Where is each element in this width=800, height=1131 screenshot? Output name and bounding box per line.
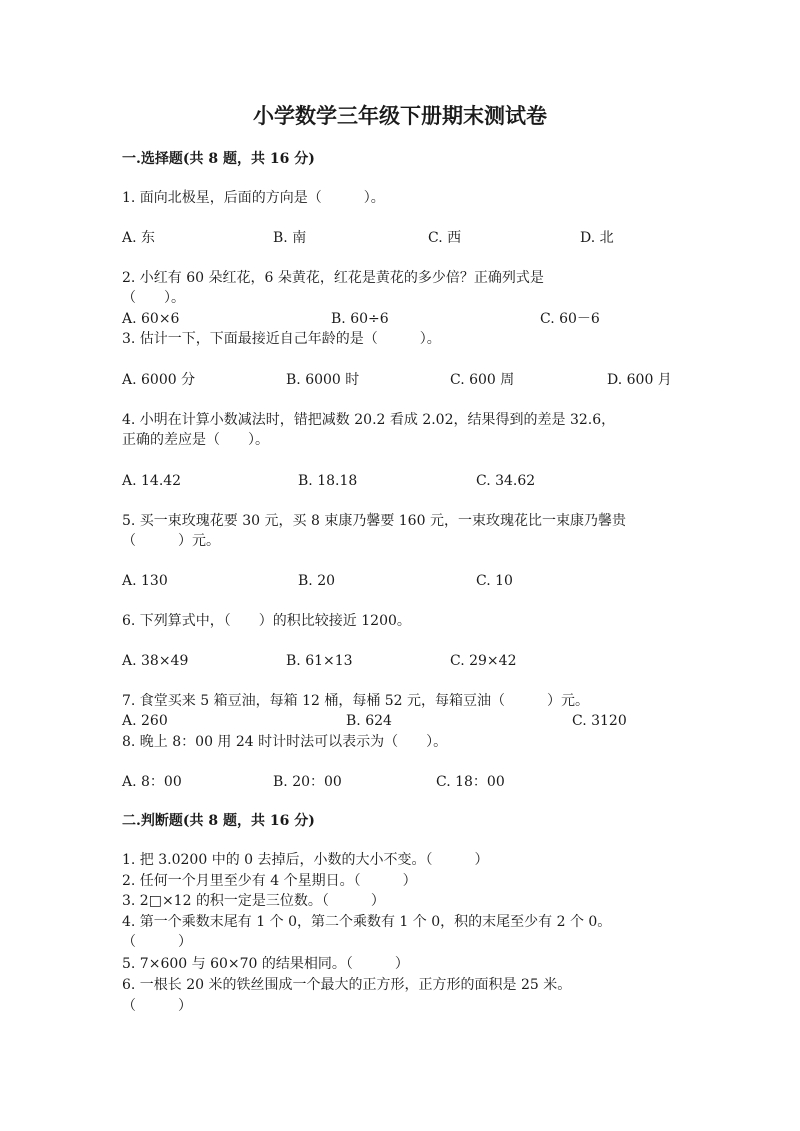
q5-option-b: B. 20 [298, 573, 336, 589]
q1-option-d: D. 北 [580, 230, 614, 246]
q5-option-a: A. 130 [122, 573, 168, 589]
q3-option-d: D. 600 月 [607, 372, 672, 388]
q4-option-a: A. 14.42 [122, 473, 182, 489]
q7-option-a: A. 260 [122, 713, 168, 729]
question-7-stem: 7. 食堂买来 5 箱豆油，每箱 12 桶，每桶 52 元，每箱豆油（ ）元。 [122, 693, 590, 709]
question-2-stem: 2. 小红有 60 朵红花，6 朵黄花，红花是黄花的多少倍？正确列式是 [122, 270, 544, 286]
section-heading-choice: 一.选择题(共 8 题，共 16 分) [122, 151, 315, 167]
q6-option-b: B. 61×13 [286, 653, 353, 669]
page-title: 小学数学三年级下册期末测试卷 [253, 103, 547, 128]
q3-option-b: B. 6000 时 [286, 372, 360, 388]
q6-option-c: C. 29×42 [450, 653, 517, 669]
q8-option-b: B. 20：00 [273, 774, 342, 790]
q8-option-a: A. 8：00 [122, 774, 182, 790]
judgement-line-4-cont: （ ） [122, 934, 192, 950]
q8-option-c: C. 18：00 [436, 774, 505, 790]
q7-option-b: B. 624 [346, 713, 392, 729]
q5-option-c: C. 10 [476, 573, 513, 589]
judgement-line-4: 4. 第一个乘数末尾有 1 个 0，第二个乘数有 1 个 0，积的末尾至少有 2 个 0。 [122, 914, 612, 930]
question-4-stem: 4. 小明在计算小数减法时，错把减数 20.2 看成 2.02，结果得到的差是 32.6， [122, 412, 616, 428]
question-8-stem: 8. 晚上 8：00 用 24 时计时法可以表示为（ ）。 [122, 734, 448, 750]
q1-option-a: A. 东 [122, 230, 156, 246]
q7-option-c: C. 3120 [572, 713, 627, 729]
q1-option-b: B. 南 [273, 230, 307, 246]
q3-option-a: A. 6000 分 [122, 372, 196, 388]
judgement-line-1: 1. 把 3.0200 中的 0 去掉后，小数的大小不变。（ ） [122, 852, 489, 868]
q2-option-a: A. 60×6 [122, 311, 180, 327]
q4-option-c: C. 34.62 [476, 473, 536, 489]
judgement-line-6-cont: （ ） [122, 998, 192, 1014]
judgement-line-3: 3. 2□×12 的积一定是三位数。（ ） [122, 893, 385, 909]
judgement-line-5: 5. 7×600 与 60×70 的结果相同。（ ） [122, 956, 409, 972]
question-1-stem: 1. 面向北极星，后面的方向是（ ）。 [122, 190, 385, 206]
q2-option-c: C. 60－6 [540, 311, 600, 327]
section-heading-judgement: 二.判断题(共 8 题，共 16 分) [122, 813, 315, 829]
q1-option-c: C. 西 [428, 230, 462, 246]
q3-option-c: C. 600 周 [450, 372, 515, 388]
question-5-stem: 5. 买一束玫瑰花要 30 元，买 8 束康乃馨要 160 元，一束玫瑰花比一束康乃馨贵 [122, 513, 626, 529]
q4-option-b: B. 18.18 [298, 473, 358, 489]
question-4-stem-cont: 正确的差应是（ ）。 [122, 432, 269, 448]
question-3-stem: 3. 估计一下，下面最接近自己年龄的是（ ）。 [122, 331, 441, 347]
question-6-stem: 6. 下列算式中，（ ）的积比较接近 1200。 [122, 613, 411, 629]
judgement-line-6: 6. 一根长 20 米的铁丝围成一个最大的正方形，正方形的面积是 25 米。 [122, 977, 572, 993]
q6-option-a: A. 38×49 [122, 653, 189, 669]
question-2-stem-cont: （ ）。 [122, 290, 185, 306]
question-5-stem-cont: （ ）元。 [122, 533, 220, 549]
q2-option-b: B. 60÷6 [331, 311, 389, 327]
judgement-line-2: 2. 任何一个月里至少有 4 个星期日。（ ） [122, 873, 417, 889]
